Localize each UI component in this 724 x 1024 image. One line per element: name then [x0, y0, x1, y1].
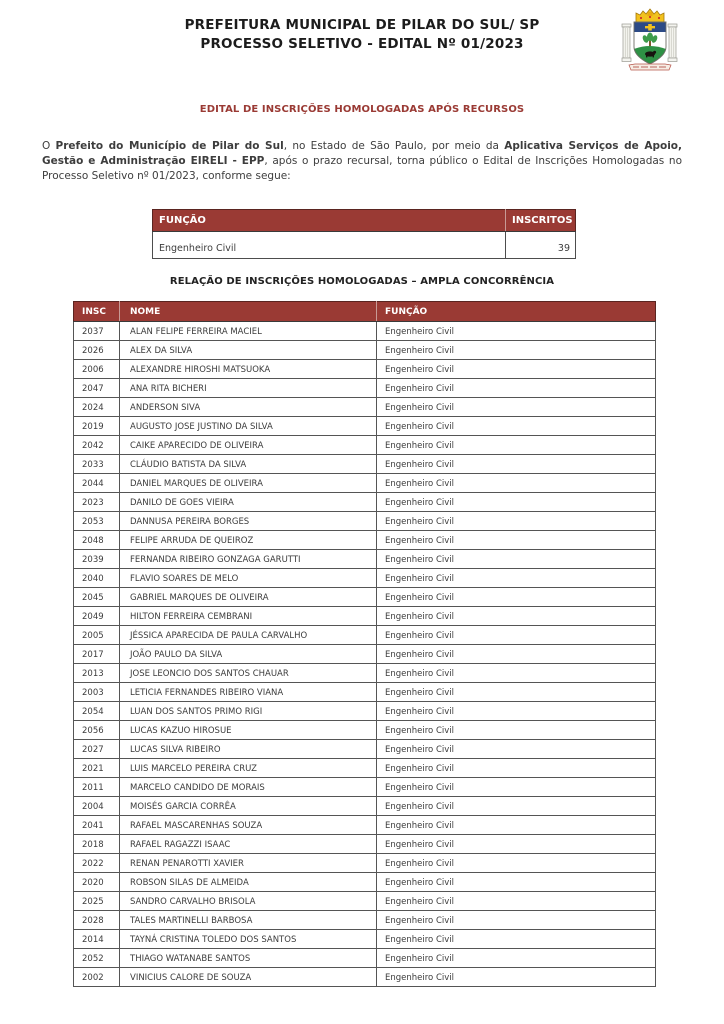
cell-insc: 2006 — [74, 360, 120, 379]
table-row — [74, 892, 656, 911]
intro-bold-empresa: Aplicativa Serviços de Apoio, Gestão e Administração EIRELI - EPP — [42, 140, 683, 167]
cell-funcao: Engenheiro Civil — [377, 911, 656, 930]
cell-funcao: Engenheiro Civil — [377, 930, 656, 949]
intro-lead: O — [42, 140, 56, 152]
cell-funcao: Engenheiro Civil — [377, 474, 656, 493]
cell-insc: 2017 — [74, 645, 120, 664]
cell-nome: LUAN DOS SANTOS PRIMO RIGI — [120, 702, 377, 721]
cell-funcao: Engenheiro Civil — [377, 322, 656, 341]
cell-insc: 2027 — [74, 740, 120, 759]
cell-nome: JOÃO PAULO DA SILVA — [120, 645, 377, 664]
cell-funcao: Engenheiro Civil — [377, 341, 656, 360]
cell-nome: DANILO DE GOES VIEIRA — [120, 493, 377, 512]
cell-nome: SANDRO CARVALHO BRISOLA — [120, 892, 377, 911]
cell-nome: CLÁUDIO BATISTA DA SILVA — [120, 455, 377, 474]
cell-insc: 2044 — [74, 474, 120, 493]
cell-nome: TAYNÁ CRISTINA TOLEDO DOS SANTOS — [120, 930, 377, 949]
table-row — [74, 645, 656, 664]
table-row — [74, 797, 656, 816]
cell-funcao: Engenheiro Civil — [377, 398, 656, 417]
cell-nome: RAFAEL MASCARENHAS SOUZA — [120, 816, 377, 835]
table-row — [74, 341, 656, 360]
cell-nome: FLAVIO SOARES DE MELO — [120, 569, 377, 588]
cell-nome: ALEX DA SILVA — [120, 341, 377, 360]
cell-nome: LETICIA FERNANDES RIBEIRO VIANA — [120, 683, 377, 702]
cell-nome: LUIS MARCELO PEREIRA CRUZ — [120, 759, 377, 778]
table-row — [74, 835, 656, 854]
cell-funcao: Engenheiro Civil — [377, 512, 656, 531]
coat-of-arms-icon — [621, 7, 679, 75]
table-row — [74, 854, 656, 873]
cell-insc: 2013 — [74, 664, 120, 683]
table-row — [74, 455, 656, 474]
cell-insc: 2048 — [74, 531, 120, 550]
summary-header-funcao: FUNÇÃO — [153, 210, 506, 232]
cell-funcao: Engenheiro Civil — [377, 626, 656, 645]
cell-funcao: Engenheiro Civil — [377, 360, 656, 379]
cell-insc: 2040 — [74, 569, 120, 588]
cell-inscritos: 39 — [506, 232, 576, 259]
cell-funcao: Engenheiro Civil — [377, 436, 656, 455]
cell-nome: LUCAS SILVA RIBEIRO — [120, 740, 377, 759]
cell-nome: LUCAS KAZUO HIROSUE — [120, 721, 377, 740]
table-row — [74, 417, 656, 436]
cell-insc: 2004 — [74, 797, 120, 816]
table-row — [74, 360, 656, 379]
cell-insc: 2056 — [74, 721, 120, 740]
cell-insc: 2028 — [74, 911, 120, 930]
table-row — [74, 740, 656, 759]
table-row — [74, 512, 656, 531]
table-row — [74, 664, 656, 683]
reg-header-nome: NOME — [120, 302, 377, 322]
cell-nome: ALEXANDRE HIROSHI MATSUOKA — [120, 360, 377, 379]
cell-insc: 2003 — [74, 683, 120, 702]
table-row — [74, 607, 656, 626]
table-row — [74, 493, 656, 512]
table-row — [74, 531, 656, 550]
cell-insc: 2033 — [74, 455, 120, 474]
cell-funcao: Engenheiro Civil — [377, 683, 656, 702]
cell-nome: RENAN PENAROTTI XAVIER — [120, 854, 377, 873]
cell-funcao: Engenheiro Civil — [377, 550, 656, 569]
document-header — [0, 0, 724, 54]
cell-insc: 2018 — [74, 835, 120, 854]
cell-nome: ANA RITA BICHERI — [120, 379, 377, 398]
table-row — [74, 816, 656, 835]
cell-nome: AUGUSTO JOSE JUSTINO DA SILVA — [120, 417, 377, 436]
cell-funcao: Engenheiro Civil — [377, 873, 656, 892]
intro-bold-prefeito: Prefeito do Município de Pilar do Sul — [55, 140, 284, 152]
cell-funcao: Engenheiro Civil — [377, 607, 656, 626]
cell-nome: DANNUSA PEREIRA BORGES — [120, 512, 377, 531]
table-row — [74, 721, 656, 740]
summary-header-inscritos: INSCRITOS — [506, 210, 576, 232]
edital-subtitle: EDITAL DE INSCRIÇÕES HOMOLOGADAS APÓS RECURSOS — [199, 104, 525, 115]
table-row — [74, 436, 656, 455]
cell-nome: RAFAEL RAGAZZI ISAAC — [120, 835, 377, 854]
cell-insc: 2024 — [74, 398, 120, 417]
document-title-line1: PREFEITURA MUNICIPAL DE PILAR DO SUL/ SP — [184, 17, 540, 33]
table-row — [74, 588, 656, 607]
reg-header-funcao: FUNÇÃO — [377, 302, 656, 322]
cell-nome: JOSE LEONCIO DOS SANTOS CHAUAR — [120, 664, 377, 683]
cell-insc: 2053 — [74, 512, 120, 531]
cell-insc: 2025 — [74, 892, 120, 911]
cell-funcao: Engenheiro Civil — [377, 531, 656, 550]
cell-funcao: Engenheiro Civil — [153, 232, 506, 259]
cell-nome: FERNANDA RIBEIRO GONZAGA GARUTTI — [120, 550, 377, 569]
cell-insc: 2054 — [74, 702, 120, 721]
table-row — [74, 930, 656, 949]
cell-insc: 2045 — [74, 588, 120, 607]
cell-funcao: Engenheiro Civil — [377, 816, 656, 835]
cell-insc: 2020 — [74, 873, 120, 892]
cell-nome: FELIPE ARRUDA DE QUEIROZ — [120, 531, 377, 550]
cell-funcao: Engenheiro Civil — [377, 740, 656, 759]
table-row — [74, 379, 656, 398]
cell-nome: GABRIEL MARQUES DE OLIVEIRA — [120, 588, 377, 607]
cell-insc: 2039 — [74, 550, 120, 569]
cell-insc: 2047 — [74, 379, 120, 398]
cell-insc: 2049 — [74, 607, 120, 626]
cell-funcao: Engenheiro Civil — [377, 797, 656, 816]
cell-insc: 2022 — [74, 854, 120, 873]
cell-nome: MARCELO CANDIDO DE MORAIS — [120, 778, 377, 797]
cell-nome: DANIEL MARQUES DE OLIVEIRA — [120, 474, 377, 493]
summary-table — [152, 209, 576, 259]
cell-nome: ROBSON SILAS DE ALMEIDA — [120, 873, 377, 892]
cell-insc: 2042 — [74, 436, 120, 455]
cell-funcao: Engenheiro Civil — [377, 588, 656, 607]
cell-insc: 2026 — [74, 341, 120, 360]
table-row — [74, 911, 656, 930]
cell-funcao: Engenheiro Civil — [377, 379, 656, 398]
table-row — [74, 550, 656, 569]
cell-nome: THIAGO WATANABE SANTOS — [120, 949, 377, 968]
cell-insc: 2011 — [74, 778, 120, 797]
cell-insc: 2037 — [74, 322, 120, 341]
cell-funcao: Engenheiro Civil — [377, 493, 656, 512]
table-row — [74, 949, 656, 968]
cell-nome: ALAN FELIPE FERREIRA MACIEL — [120, 322, 377, 341]
cell-nome: TALES MARTINELLI BARBOSA — [120, 911, 377, 930]
cell-nome: ANDERSON SIVA — [120, 398, 377, 417]
table-row — [74, 626, 656, 645]
cell-funcao: Engenheiro Civil — [377, 721, 656, 740]
cell-insc: 2041 — [74, 816, 120, 835]
cell-funcao: Engenheiro Civil — [377, 778, 656, 797]
reg-header-insc: INSC — [74, 302, 120, 322]
cell-funcao: Engenheiro Civil — [377, 417, 656, 436]
intro-mid: , no Estado de São Paulo, por meio da — [283, 140, 505, 152]
registrations-table-header-row — [74, 302, 656, 322]
intro-tail: , após o prazo recursal, torna público o Edital de Inscrições Homologadas no Processo Seletivo nº 01/2023, conforme segue: — [42, 155, 682, 182]
cell-funcao: Engenheiro Civil — [377, 949, 656, 968]
cell-nome: MOISÉS GARCIA CORRÊA — [120, 797, 377, 816]
table-row — [74, 778, 656, 797]
cell-insc: 2014 — [74, 930, 120, 949]
cell-insc: 2052 — [74, 949, 120, 968]
table-row — [74, 759, 656, 778]
cell-nome: JÉSSICA APARECIDA DE PAULA CARVALHO — [120, 626, 377, 645]
table-row — [153, 232, 576, 259]
cell-insc: 2005 — [74, 626, 120, 645]
cell-insc: 2019 — [74, 417, 120, 436]
table-row — [74, 398, 656, 417]
cell-funcao: Engenheiro Civil — [377, 664, 656, 683]
cell-funcao: Engenheiro Civil — [377, 892, 656, 911]
cell-insc: 2021 — [74, 759, 120, 778]
cell-funcao: Engenheiro Civil — [377, 569, 656, 588]
table-row — [74, 702, 656, 721]
cell-funcao: Engenheiro Civil — [377, 968, 656, 987]
cell-insc: 2002 — [74, 968, 120, 987]
cell-nome: VINICIUS CALORE DE SOUZA — [120, 968, 377, 987]
cell-nome: CAIKE APARECIDO DE OLIVEIRA — [120, 436, 377, 455]
cell-insc: 2023 — [74, 493, 120, 512]
cell-funcao: Engenheiro Civil — [377, 854, 656, 873]
cell-funcao: Engenheiro Civil — [377, 702, 656, 721]
section-title: RELAÇÃO DE INSCRIÇÕES HOMOLOGADAS – AMPLA CONCORRÊNCIA — [169, 276, 555, 287]
cell-funcao: Engenheiro Civil — [377, 455, 656, 474]
cell-nome: HILTON FERREIRA CEMBRANI — [120, 607, 377, 626]
intro-paragraph — [42, 139, 682, 184]
summary-table-header-row — [153, 210, 576, 232]
table-row — [74, 474, 656, 493]
table-row — [74, 683, 656, 702]
table-row — [74, 322, 656, 341]
cell-funcao: Engenheiro Civil — [377, 645, 656, 664]
table-row — [74, 968, 656, 987]
table-row — [74, 569, 656, 588]
table-row — [74, 873, 656, 892]
registrations-table — [73, 301, 656, 987]
cell-funcao: Engenheiro Civil — [377, 759, 656, 778]
cell-funcao: Engenheiro Civil — [377, 835, 656, 854]
document-title-line2: PROCESSO SELETIVO - EDITAL Nº 01/2023 — [200, 36, 524, 52]
